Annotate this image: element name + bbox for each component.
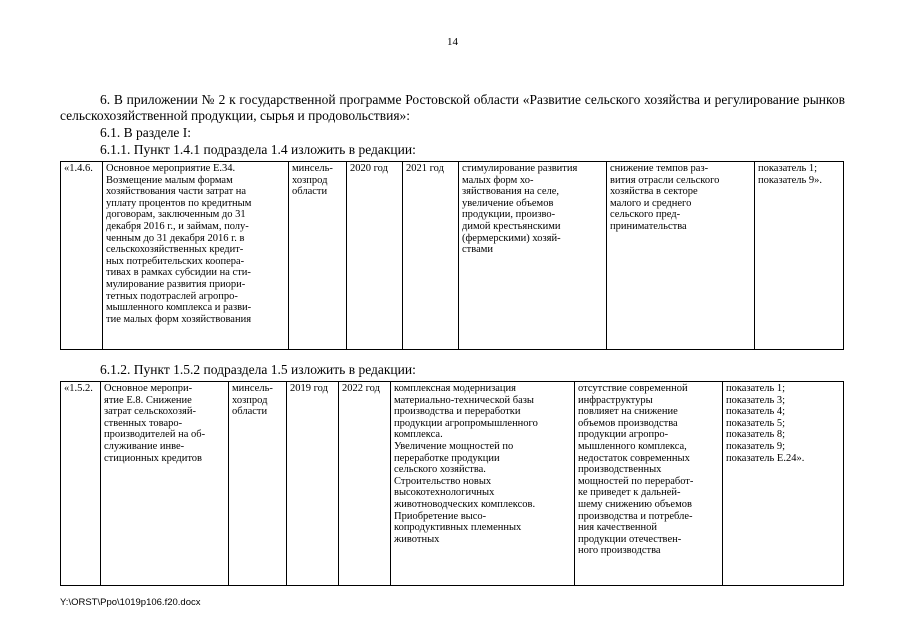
cell-text-line: мощностей по переработ- [578,475,694,487]
cell-text-line: материально-технической базы [394,394,534,406]
cell-text-line: Основное мероприятие Е.34. [106,163,236,174]
cell-text-line: тетных подотраслей агропро- [106,290,238,302]
item-6-1-2-heading: 6.1.2. Пункт 1.5.2 подраздела 1.5 изложить в редакции: [100,362,416,377]
start-year-cell: 2020 год [347,162,403,350]
table-item-1-4-6 [60,161,844,350]
cell-text-line: служивание инве- [104,440,185,452]
indicators-cell [723,382,844,586]
cell-text-line: Возмещение малым формам [106,174,233,186]
cell-text-line: комплекса. [394,429,443,441]
cell-text-line: сельскохозяйственных кредит- [106,244,244,256]
cell-text-line: хозпрод [232,394,268,406]
cell-text-line: затрат сельскохозяй- [104,406,196,418]
cell-text-line: переработке продукции [394,452,500,464]
end-year-cell: 2022 год [339,382,391,586]
cell-text-line: увеличение объемов [462,197,554,209]
cell-text-line: области [292,186,328,198]
cell-text-line: показатель 8; [726,429,786,441]
cell-text-line: инфраструктуры [578,394,653,406]
cell-text-line: ственных товаро- [104,417,183,429]
cell-text-line: недостаток современных [578,452,690,464]
table-row [61,382,844,586]
cell-text-line: области [232,406,268,418]
cell-text-line: объемов производства [578,417,678,429]
cell-text-line: производства и переработки [394,406,521,418]
cell-text-line: ного производства [578,545,661,557]
cell-text-line: производственных [578,464,662,476]
cell-text-line: животноводческих комплексов. [394,498,536,510]
cell-text-line: повлияет на снижение [578,406,678,418]
activity-name-cell [101,382,229,586]
cell-text-line: комплексная модернизация [394,383,516,394]
cell-text-line: хозяйства в секторе [610,186,698,198]
cell-text-line: производства и потребле- [578,510,693,522]
expected-result-cell [391,382,575,586]
consequences-cell [575,382,723,586]
item-number-cell: «1.5.2. [61,382,101,586]
table-item-1-5-2 [60,381,844,586]
cell-text-line: стимулирование развития [462,163,578,174]
cell-text-line: (фермерскими) хозяй- [462,232,561,244]
activity-name-cell [103,162,289,350]
cell-text-line: ствами [462,244,493,256]
cell-text-line: тивах в рамках субсидии на сти- [106,267,251,279]
cell-text-line: принимательства [610,220,687,232]
cell-text-line: высокотехнологичных [394,487,495,499]
cell-text-line: Основное меропри- [104,383,193,394]
cell-text-line: ния качественной [578,522,657,534]
cell-text-line: димой крестьянскими [462,220,561,232]
file-path-footer: Y:\ORST\Ppo\1019p106.f20.docx [60,597,201,608]
cell-text-line: показатель 5; [726,417,786,429]
cell-text-line: показатель 9». [758,174,823,186]
start-year-cell: 2019 год [287,382,339,586]
cell-text-line: зяйствования на селе, [462,186,560,198]
cell-text-line: ных потребительских коопера- [106,255,245,267]
cell-text-line: показатель 4; [726,406,786,418]
cell-text-line: договорам, заключенным до 31 [106,209,246,221]
cell-text-line: мышленного комплекса, [578,440,687,452]
section-heading: 6.1. В разделе I: [100,125,192,140]
cell-text-line: минсель- [232,383,273,394]
cell-text-line: Строительство новых [394,475,492,487]
cell-text-line: продукции, произво- [462,209,556,221]
cell-text-line: хозяйствования части затрат на [106,186,247,198]
cell-text-line: животных [394,533,440,545]
cell-text-line: производителей на об- [104,429,206,441]
intro-paragraph: 6. В приложении № 2 к государственной программе Ростовской области «Развитие сельского хозяйства и регулирование рынков сельскохозяйственной продукции, сырья и продовольствия»: [60,92,845,123]
cell-text-line: шему снижению объемов [578,498,692,510]
cell-text-line: минсель- [292,163,333,174]
executor-cell [229,382,287,586]
cell-text-line: показатель Е.24». [726,452,805,464]
cell-text-line: стиционных кредитов [104,452,203,464]
consequences-cell [607,162,755,350]
cell-text-line: хозпрод [292,174,328,186]
end-year-cell: 2021 год [403,162,459,350]
cell-text-line: ченным до 31 декабря 2016 г. в [106,232,245,244]
expected-result-cell [459,162,607,350]
cell-text-line: сельского хозяйства. [394,464,486,476]
item-number-cell: «1.4.6. [61,162,103,350]
table-row [61,162,844,350]
cell-text-line: отсутствие современной [578,383,688,394]
cell-text-line: продукции агропро- [578,429,669,441]
item-6-1-1-heading: 6.1.1. Пункт 1.4.1 подраздела 1.4 изложить в редакции: [100,142,416,157]
cell-text-line: сельского пред- [610,209,681,221]
cell-text-line: продукции отечествен- [578,533,682,545]
indicators-cell [755,162,844,350]
cell-text-line: мулирование развития приори- [106,278,246,290]
cell-text-line: показатель 3; [726,394,786,406]
cell-text-line: ке приведет к дальней- [578,487,681,499]
page-number: 14 [447,36,458,48]
cell-text-line: уплату процентов по кредитным [106,197,252,209]
cell-text-line: снижение темпов раз- [610,163,709,174]
cell-text-line: показатель 9; [726,440,786,452]
cell-text-line: декабря 2016 г., и займам, полу- [106,220,249,232]
cell-text-line: продукции агропромышленного [394,417,538,429]
cell-text-line: ятие Е.8. Снижение [104,394,192,406]
cell-text-line: малого и среднего [610,197,692,209]
cell-text-line: показатель 1; [758,163,818,174]
cell-text-line: показатель 1; [726,383,786,394]
cell-text-line: Приобретение высо- [394,510,487,522]
executor-cell [289,162,347,350]
cell-text-line: мышленного комплекса и разви- [106,302,252,314]
cell-text-line: Увеличение мощностей по [394,440,514,452]
cell-text-line: вития отрасли сельского [610,174,720,186]
cell-text-line: малых форм хо- [462,174,534,186]
cell-text-line: копродуктивных племенных [394,522,522,534]
cell-text-line: тие малых форм хозяйствования [106,313,252,325]
